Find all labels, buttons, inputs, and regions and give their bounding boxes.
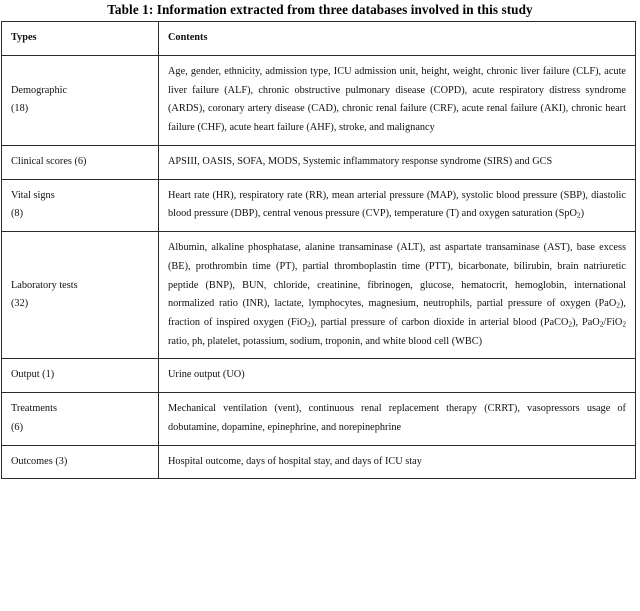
- table-row: [2, 445, 636, 479]
- table-row: [2, 145, 636, 179]
- row-type-name: Vital signs: [11, 189, 55, 201]
- row-type-cell: [2, 145, 159, 179]
- row-content-cell: Hospital outcome, days of hospital stay, and days of ICU stay: [159, 445, 636, 479]
- row-content-cell: Age, gender, ethnicity, admission type, ICU admission unit, height, weight, chronic liver failure (CLF), acute liver failure (ALF), chronic obstructive pulmonary disease (COPD), acute respiratory distress syndrome (ARDS), coronary artery disease (CAD), chronic renal failure (CRF), acute renal failure (AKI), chronic heart failure (CHF), acute heart failure (AHF), stroke, and malignancy: [159, 55, 636, 145]
- row-content-cell: Albumin, alkaline phosphatase, alanine transaminase (ALT), ast aspartate transaminase (AST), base excess (BE), prothrombin time (PT), partial thromboplastin time (PTT), bicarbonate, bilirubin, brain natriuretic peptide (BNP), BUN, chloride, creatinine, fibrinogen, glucose, hematocrit, hemoglobin, international normalized ratio (INR), lactate, lymphocytes, magnesium, neutrophils, partial pressure of oxygen (PaO$_2$), fraction of inspired oxygen (FiO$_2$), partial pressure of carbon dioxide in arterial blood (PaCO$_2$), PaO$_2$/FiO$_2$ ratio, ph, platelet, potassium, sodium, troponin, and white blood cell (WBC): [159, 232, 636, 359]
- row-content-cell: Heart rate (HR), respiratory rate (RR), mean arterial pressure (MAP), systolic blood pressure (SBP), diastolic blood pressure (DBP), central venous pressure (CVP), temperature (T) and oxygen saturation (SpO$_2$): [159, 179, 636, 231]
- row-content-cell: Urine output (UO): [159, 359, 636, 393]
- table-header: [2, 22, 636, 56]
- information-table: [1, 21, 636, 479]
- table-row: [2, 232, 636, 359]
- row-type-name: Clinical scores (6): [11, 155, 87, 167]
- table-caption: Table 1: Information extracted from three databases involved in this study: [107, 2, 533, 17]
- row-type-name: Demographic: [11, 84, 68, 96]
- row-type-name: Outcomes (3): [11, 455, 68, 467]
- table-header-row: [2, 22, 636, 56]
- row-type-name: Treatments: [11, 403, 57, 415]
- row-type-cell: [2, 359, 159, 393]
- row-type-cell: [2, 232, 159, 359]
- table-row: [2, 55, 636, 145]
- table-row: [2, 393, 636, 445]
- row-type-count: (6): [11, 421, 24, 433]
- row-type-cell: [2, 179, 159, 231]
- column-header-types: Types: [2, 22, 159, 56]
- row-type-count: (8): [11, 208, 24, 220]
- table-row: [2, 179, 636, 231]
- row-type-name: Output (1): [11, 369, 55, 381]
- row-type-name: Laboratory tests: [11, 279, 78, 291]
- table-body: [2, 55, 636, 478]
- row-content-cell: APSIII, OASIS, SOFA, MODS, Systemic inflammatory response syndrome (SIRS) and GCS: [159, 145, 636, 179]
- row-type-cell: [2, 55, 159, 145]
- row-type-cell: [2, 393, 159, 445]
- table-row: [2, 359, 636, 393]
- row-type-cell: [2, 445, 159, 479]
- column-header-contents: Contents: [159, 22, 636, 56]
- row-content-cell: Mechanical ventilation (vent), continuous renal replacement therapy (CRRT), vasopressors usage of dobutamine, dopamine, epinephrine, and norepinephrine: [159, 393, 636, 445]
- row-type-count: (18): [11, 103, 29, 115]
- row-type-count: (32): [11, 298, 29, 310]
